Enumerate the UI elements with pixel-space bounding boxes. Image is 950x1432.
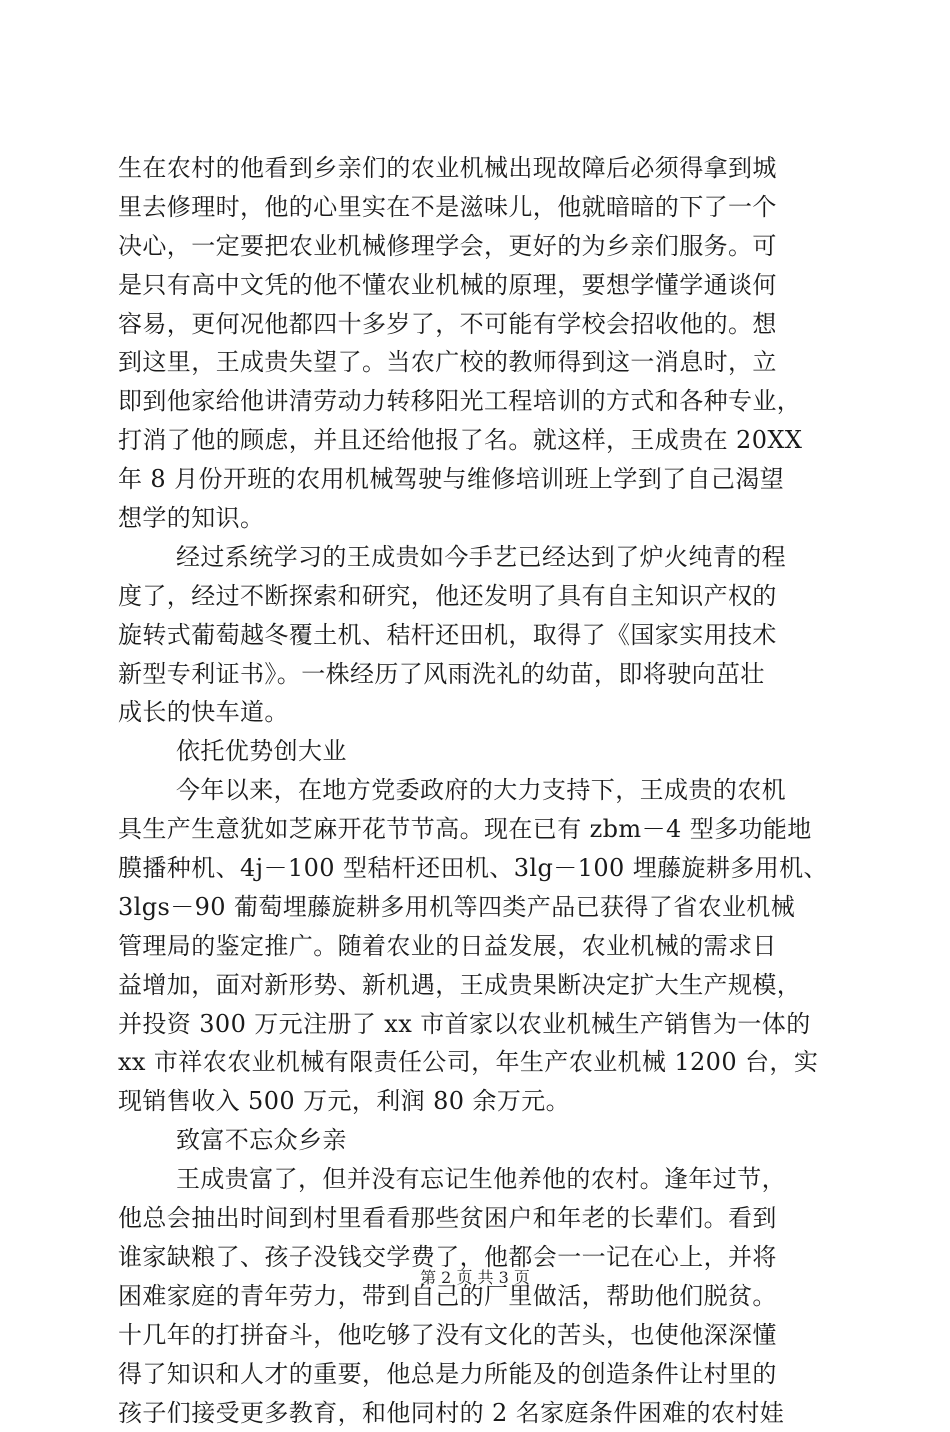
text-line: 现销售收入 500 万元，利润 80 余万元。 xyxy=(118,1082,838,1121)
text-line: 依托优势创大业 xyxy=(118,732,838,771)
text-line: 想学的知识。 xyxy=(118,499,838,538)
text-line: 益增加，面对新形势、新机遇，王成贵果断决定扩大生产规模， xyxy=(118,966,838,1005)
text-line: 度了，经过不断探索和研究，他还发明了具有自主知识产权的 xyxy=(118,577,838,616)
text-line: 他总会抽出时间到村里看看那些贫困户和年老的长辈们。看到 xyxy=(118,1199,838,1238)
text-line: 里去修理时，他的心里实在不是滋味儿，他就暗暗的下了一个 xyxy=(118,188,838,227)
text-line: 3lgs－90 葡萄埋藤旋耕多用机等四类产品已获得了省农业机械 xyxy=(118,888,838,927)
text-line: 膜播种机、4j－100 型秸杆还田机、3lg－100 埋藤旋耕多用机、 xyxy=(118,849,838,888)
text-line: 具生产生意犹如芝麻开花节节高。现在已有 zbm－4 型多功能地 xyxy=(118,810,838,849)
text-line: 到这里，王成贵失望了。当农广校的教师得到这一消息时，立 xyxy=(118,343,838,382)
text-line: 成长的快车道。 xyxy=(118,693,838,732)
text-line: 容易，更何况他都四十多岁了，不可能有学校会招收他的。想 xyxy=(118,305,838,344)
text-line: 致富不忘众乡亲 xyxy=(118,1121,838,1160)
text-line: 孩子们接受更多教育，和他同村的 2 名家庭条件困难的农村娃 xyxy=(118,1394,838,1432)
text-line: 谁家缺粮了、孩子没钱交学费了，他都会一一记在心上，并将 xyxy=(118,1238,838,1277)
text-line: 是只有高中文凭的他不懂农业机械的原理，要想学懂学通谈何 xyxy=(118,266,838,305)
text-line: 困难家庭的青年劳力，带到自己的厂里做活，帮助他们脱贫。 xyxy=(118,1277,838,1316)
text-line: 生在农村的他看到乡亲们的农业机械出现故障后必须得拿到城 xyxy=(118,149,838,188)
text-line: 得了知识和人才的重要，他总是力所能及的创造条件让村里的 xyxy=(118,1355,838,1394)
text-line: 打消了他的顾虑，并且还给他报了名。就这样，王成贵在 20XX xyxy=(118,421,838,460)
document-body xyxy=(118,149,838,1432)
text-line: 并投资 300 万元注册了 xx 市首家以农业机械生产销售为一体的 xyxy=(118,1005,838,1044)
text-line: xx 市祥农农业机械有限责任公司，年生产农业机械 1200 台，实 xyxy=(118,1043,838,1082)
text-line: 新型专利证书》。一株经历了风雨洗礼的幼苗，即将驶向茁壮 xyxy=(118,655,838,694)
text-line: 旋转式葡萄越冬覆土机、秸杆还田机，取得了《国家实用技术 xyxy=(118,616,838,655)
text-line: 经过系统学习的王成贵如今手艺已经达到了炉火纯青的程 xyxy=(118,538,838,577)
page-footer: 第 2 页 共 3 页 xyxy=(0,1268,950,1288)
text-line: 王成贵富了，但并没有忘记生他养他的农村。逢年过节， xyxy=(118,1160,838,1199)
text-line: 即到他家给他讲清劳动力转移阳光工程培训的方式和各种专业， xyxy=(118,382,838,421)
text-line: 今年以来，在地方党委政府的大力支持下，王成贵的农机 xyxy=(118,771,838,810)
text-line: 决心，一定要把农业机械修理学会，更好的为乡亲们服务。可 xyxy=(118,227,838,266)
text-line: 管理局的鉴定推广。随着农业的日益发展，农业机械的需求日 xyxy=(118,927,838,966)
text-line: 年 8 月份开班的农用机械驾驶与维修培训班上学到了自己渴望 xyxy=(118,460,838,499)
text-line: 十几年的打拼奋斗，他吃够了没有文化的苦头，也使他深深懂 xyxy=(118,1316,838,1355)
